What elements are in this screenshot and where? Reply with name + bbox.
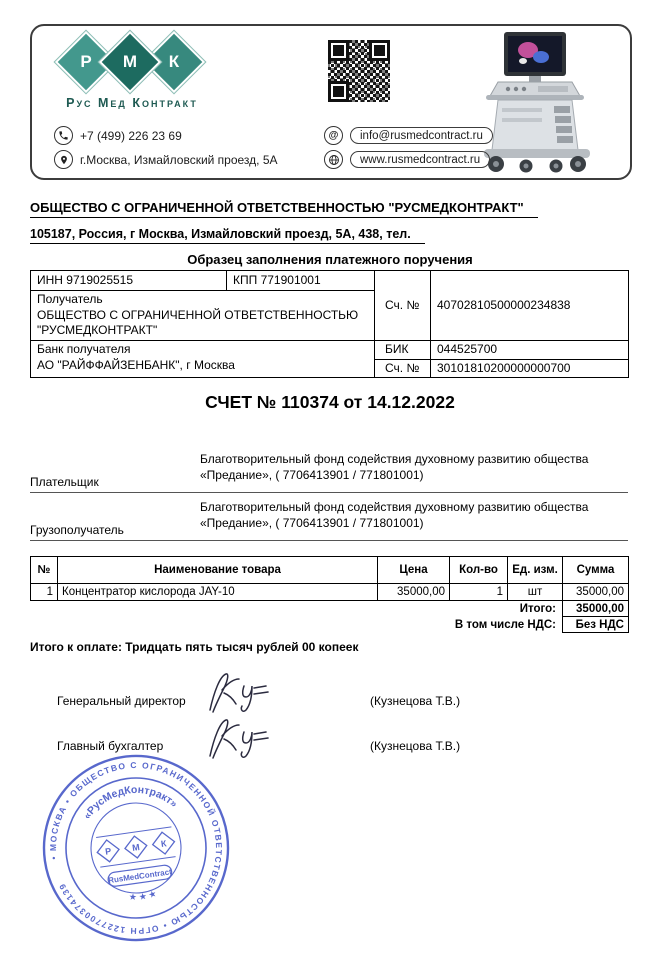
col-name: Наименование товара bbox=[58, 557, 378, 584]
stamp-inner-bottom: ★ ★ ★ bbox=[128, 888, 158, 903]
inn-cell: ИНН 9719025515 bbox=[31, 271, 227, 291]
vat-value: Без НДС bbox=[563, 617, 629, 633]
col-sum: Сумма bbox=[563, 557, 629, 584]
logo-letter: М bbox=[122, 52, 138, 71]
email-row bbox=[324, 126, 493, 145]
letterhead bbox=[30, 24, 632, 180]
company-address-line: 105187, Россия, г Москва, Измайловский проезд, 5А, 438, тел. bbox=[30, 227, 425, 241]
account-number-cell: 40702810500000234838 bbox=[431, 271, 629, 341]
website-address: www.rusmedcontract.ru bbox=[350, 151, 490, 168]
location-icon bbox=[54, 150, 73, 169]
recipient-name-line2: "РУСМЕДКОНТРАКТ" bbox=[37, 323, 158, 338]
bik-value-cell: 044525700 bbox=[431, 341, 629, 360]
svg-text:★ ★ ★ bbox=[127, 888, 158, 904]
stamp-letter: К bbox=[160, 838, 168, 849]
recipient-name-line1: ОБЩЕСТВО С ОГРАНИЧЕННОЙ ОТВЕТСТВЕННОСТЬЮ bbox=[37, 307, 359, 322]
total-label: Итого: bbox=[519, 602, 556, 615]
logo-subtitle: Рус Мед Контракт bbox=[66, 96, 198, 110]
bik-label-cell: БИК bbox=[375, 341, 431, 360]
phone-number: +7 (499) 226 23 69 bbox=[80, 128, 182, 143]
items-table bbox=[30, 556, 629, 633]
consignee-block bbox=[30, 500, 628, 541]
payment-sample-title: Образец заполнения платежного поручения bbox=[187, 252, 473, 267]
company-stamp bbox=[40, 752, 232, 944]
qr-finder-pattern bbox=[369, 40, 390, 61]
bank-cell bbox=[31, 341, 375, 378]
company-name-line: ОБЩЕСТВО С ОГРАНИЧЕННОЙ ОТВЕТСТВЕННОСТЬЮ "РУСМЕДКОНТРАКТ" bbox=[30, 200, 538, 215]
logo-letter: Р bbox=[80, 52, 92, 71]
director-signature bbox=[196, 668, 272, 720]
item-row bbox=[31, 584, 629, 601]
account-label-cell: Сч. № bbox=[375, 271, 431, 341]
phone-row bbox=[54, 126, 182, 145]
director-label: Генеральный директор bbox=[57, 694, 186, 708]
qr-finder-pattern bbox=[328, 40, 349, 61]
stamp-inner-text: «РусМедКонтракт» bbox=[81, 783, 180, 822]
payer-value: Благотворительный фонд содействия духовному развитию общества «Предание», ( 7706413901 / 771801001) bbox=[200, 452, 589, 482]
total-value: 35000,00 bbox=[563, 601, 629, 617]
director-name: (Кузнецова Т.В.) bbox=[370, 694, 461, 708]
corr-label-cell: Сч. № bbox=[375, 359, 431, 378]
logo-diamond bbox=[99, 31, 161, 93]
company-logo bbox=[48, 32, 216, 128]
globe-icon bbox=[324, 150, 343, 169]
website-row bbox=[324, 150, 490, 169]
col-qty: Кол-во bbox=[450, 557, 508, 584]
recipient-label: Получатель bbox=[37, 292, 103, 306]
item-name: Концентратор кислорода JAY-10 bbox=[58, 584, 378, 601]
payer-block bbox=[30, 452, 628, 493]
address-text: г.Москва, Измайловский проезд, 5А bbox=[80, 152, 278, 167]
payment-details-table bbox=[30, 270, 629, 378]
corr-value-cell: 30101810200000000700 bbox=[431, 359, 629, 378]
address-row bbox=[54, 150, 278, 169]
consignee-value: Благотворительный фонд содействия духовному развитию общества «Предание», ( 7706413901 / 771801001) bbox=[200, 500, 589, 530]
consignee-label: Грузополучатель bbox=[30, 523, 124, 537]
stamp-letter: М bbox=[131, 842, 141, 853]
item-num: 1 bbox=[31, 584, 58, 601]
bank-name: АО "РАЙФФАЙЗЕНБАНК", г Москва bbox=[37, 357, 235, 372]
email-icon: @ bbox=[324, 126, 343, 145]
qr-code bbox=[328, 40, 390, 102]
item-unit: шт bbox=[508, 584, 563, 601]
invoice-title: СЧЕТ № 110374 от 14.12.2022 bbox=[205, 392, 455, 412]
item-price: 35000,00 bbox=[378, 584, 450, 601]
recipient-cell bbox=[31, 291, 375, 341]
bank-label: Банк получателя bbox=[37, 342, 131, 356]
qr-finder-pattern bbox=[328, 81, 349, 102]
item-qty: 1 bbox=[450, 584, 508, 601]
item-sum: 35000,00 bbox=[563, 584, 629, 601]
logo-letter: К bbox=[168, 52, 180, 71]
stamp-outer-text: • МОСКВА • ОБЩЕСТВО С ОГРАНИЧЕННОЙ ОТВЕТСТВЕННОСТЬЮ • ОГРН 1227700374139 bbox=[47, 759, 225, 937]
accountant-name: (Кузнецова Т.В.) bbox=[370, 739, 461, 753]
amount-in-words: Итого к оплате: Тридцать пять тысяч рублей 00 копеек bbox=[30, 640, 359, 654]
col-price: Цена bbox=[378, 557, 450, 584]
phone-icon bbox=[54, 126, 73, 145]
col-unit: Ед. изм. bbox=[508, 557, 563, 584]
col-num: № bbox=[31, 557, 58, 584]
email-address: info@rusmedcontract.ru bbox=[350, 127, 493, 144]
payer-label: Плательщик bbox=[30, 475, 99, 489]
kpp-cell: КПП 771901001 bbox=[227, 271, 375, 291]
accountant-label: Главный бухгалтер bbox=[57, 739, 164, 753]
vat-label: В том числе НДС: bbox=[454, 618, 556, 631]
stamp-letter: Р bbox=[104, 846, 112, 857]
stamp-label: RusMedContract bbox=[107, 867, 173, 886]
